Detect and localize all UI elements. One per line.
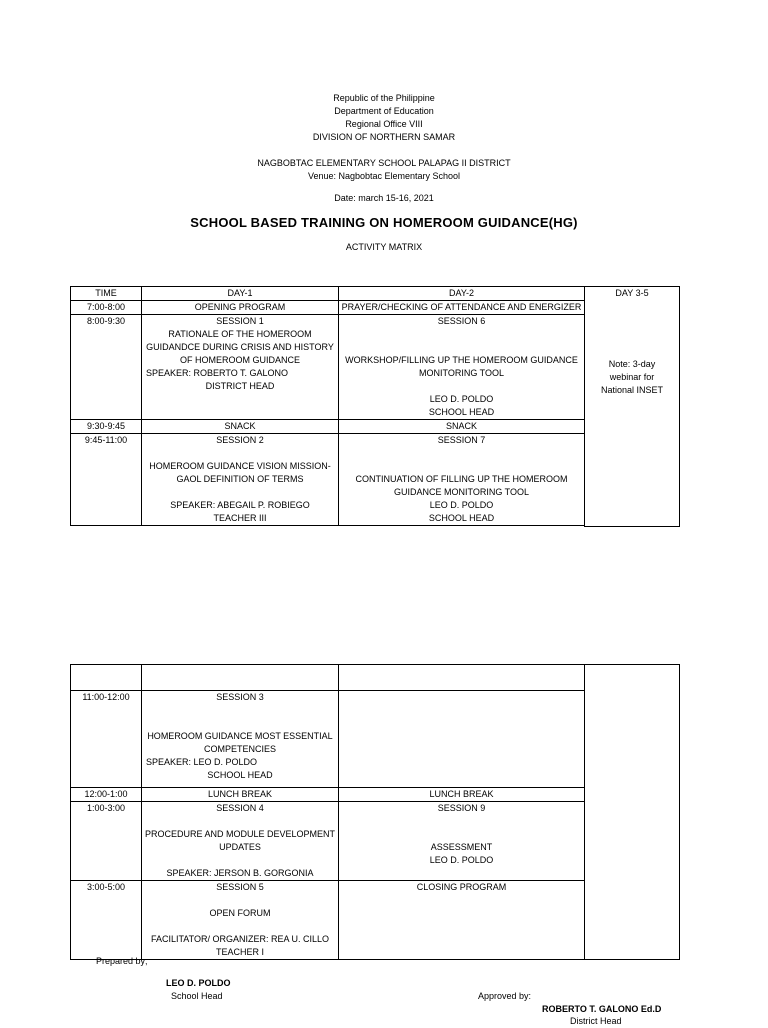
document-header	[0, 92, 768, 144]
day2-cell: SNACK	[339, 420, 585, 434]
day1-cell: LUNCH BREAK	[142, 788, 339, 802]
activity-matrix-label: ACTIVITY MATRIX	[345, 242, 423, 252]
empty-time-cell	[71, 665, 142, 691]
day35-column	[585, 665, 680, 960]
day2-cell	[339, 691, 585, 788]
day35-column	[585, 287, 680, 527]
col-header-time: TIME	[71, 287, 142, 301]
day1-cell: OPENING PROGRAM	[142, 301, 339, 315]
note-text: Note: 3-day webinar for National INSET	[600, 359, 664, 395]
col-header-day35: DAY 3-5	[615, 288, 649, 298]
day2-cell: LUNCH BREAK	[339, 788, 585, 802]
day2-cell: CLOSING PROGRAM	[339, 881, 585, 960]
time-cell: 11:00-12:00	[71, 691, 142, 788]
day2-cell: PRAYER/CHECKING OF ATTENDANCE AND ENERGIZER	[339, 301, 585, 315]
activity-table-1	[70, 286, 680, 527]
time-cell: 1:00-3:00	[71, 802, 142, 881]
date-line: Date: march 15-16, 2021	[334, 193, 434, 203]
date-block	[0, 192, 768, 205]
day1-cell: SNACK	[142, 420, 339, 434]
venue-line: Venue: Nagbobtac Elementary School	[307, 171, 461, 181]
col-header-day1: DAY-1	[142, 287, 339, 301]
time-cell: 12:00-1:00	[71, 788, 142, 802]
time-cell: 8:00-9:30	[71, 315, 142, 420]
time-cell: 9:30-9:45	[71, 420, 142, 434]
time-cell: 3:00-5:00	[71, 881, 142, 960]
approver-name: ROBERTO T. GALONO Ed.D	[542, 1004, 662, 1014]
header-department: Department of Education	[334, 106, 434, 116]
activity-table-2	[70, 664, 680, 960]
preparer-title: School Head	[171, 991, 223, 1001]
prepared-by-label: Prepared by;	[96, 956, 148, 966]
table-header-row	[71, 665, 680, 691]
document-title: SCHOOL BASED TRAINING ON HOMEROOM GUIDANCE(HG)	[190, 215, 578, 230]
header-region: Regional Office VIII	[345, 119, 423, 129]
empty-day1-cell	[142, 665, 339, 691]
approved-by-label: Approved by:	[478, 991, 532, 1001]
time-cell: 7:00-8:00	[71, 301, 142, 315]
day1-cell: SESSION 3 HOMEROOM GUIDANCE MOST ESSENTIAL COMPETENCIES SPEAKER: LEO D. POLDO SCHOOL HEAD	[142, 691, 339, 788]
school-info	[0, 157, 768, 183]
day1-cell: SESSION 5 OPEN FORUM FACILITATOR/ ORGANIZER: REA U. CILLO TEACHER I	[142, 881, 339, 960]
empty-day2-cell	[339, 665, 585, 691]
day2-cell: SESSION 7 CONTINUATION OF FILLING UP THE HOMEROOM GUIDANCE MONITORING TOOL LEO D. POLDO SCHOOL HEAD	[339, 434, 585, 526]
school-name: NAGBOBTAC ELEMENTARY SCHOOL PALAPAG II DISTRICT	[257, 158, 511, 168]
approver-title: District Head	[570, 1016, 622, 1026]
day1-cell: SESSION 2 HOMEROOM GUIDANCE VISION MISSION- GAOL DEFINITION OF TERMS SPEAKER: ABEGAIL P. ROBIEGO TEACHER III	[142, 434, 339, 526]
day2-cell: SESSION 9 ASSESSMENT LEO D. POLDO	[339, 802, 585, 881]
header-republic: Republic of the Philippine	[333, 93, 435, 103]
preparer-name: LEO D. POLDO	[166, 978, 231, 988]
day1-cell: SESSION 1 RATIONALE OF THE HOMEROOM GUIDANDCE DURING CRISIS AND HISTORY OF HOMEROOM GUIDANCE SPEAKER: ROBERTO T. GALONO DISTRICT HEAD	[142, 315, 339, 420]
table-header-row	[71, 287, 680, 301]
header-division: DIVISION OF NORTHERN SAMAR	[312, 132, 456, 142]
day1-cell: SESSION 4 PROCEDURE AND MODULE DEVELOPMENT UPDATES SPEAKER: JERSON B. GORGONIA	[142, 802, 339, 881]
day2-cell: SESSION 6 WORKSHOP/FILLING UP THE HOMEROOM GUIDANCE MONITORING TOOL LEO D. POLDO SCHOOL HEAD	[339, 315, 585, 420]
col-header-day2: DAY-2	[339, 287, 585, 301]
time-cell: 9:45-11:00	[71, 434, 142, 526]
